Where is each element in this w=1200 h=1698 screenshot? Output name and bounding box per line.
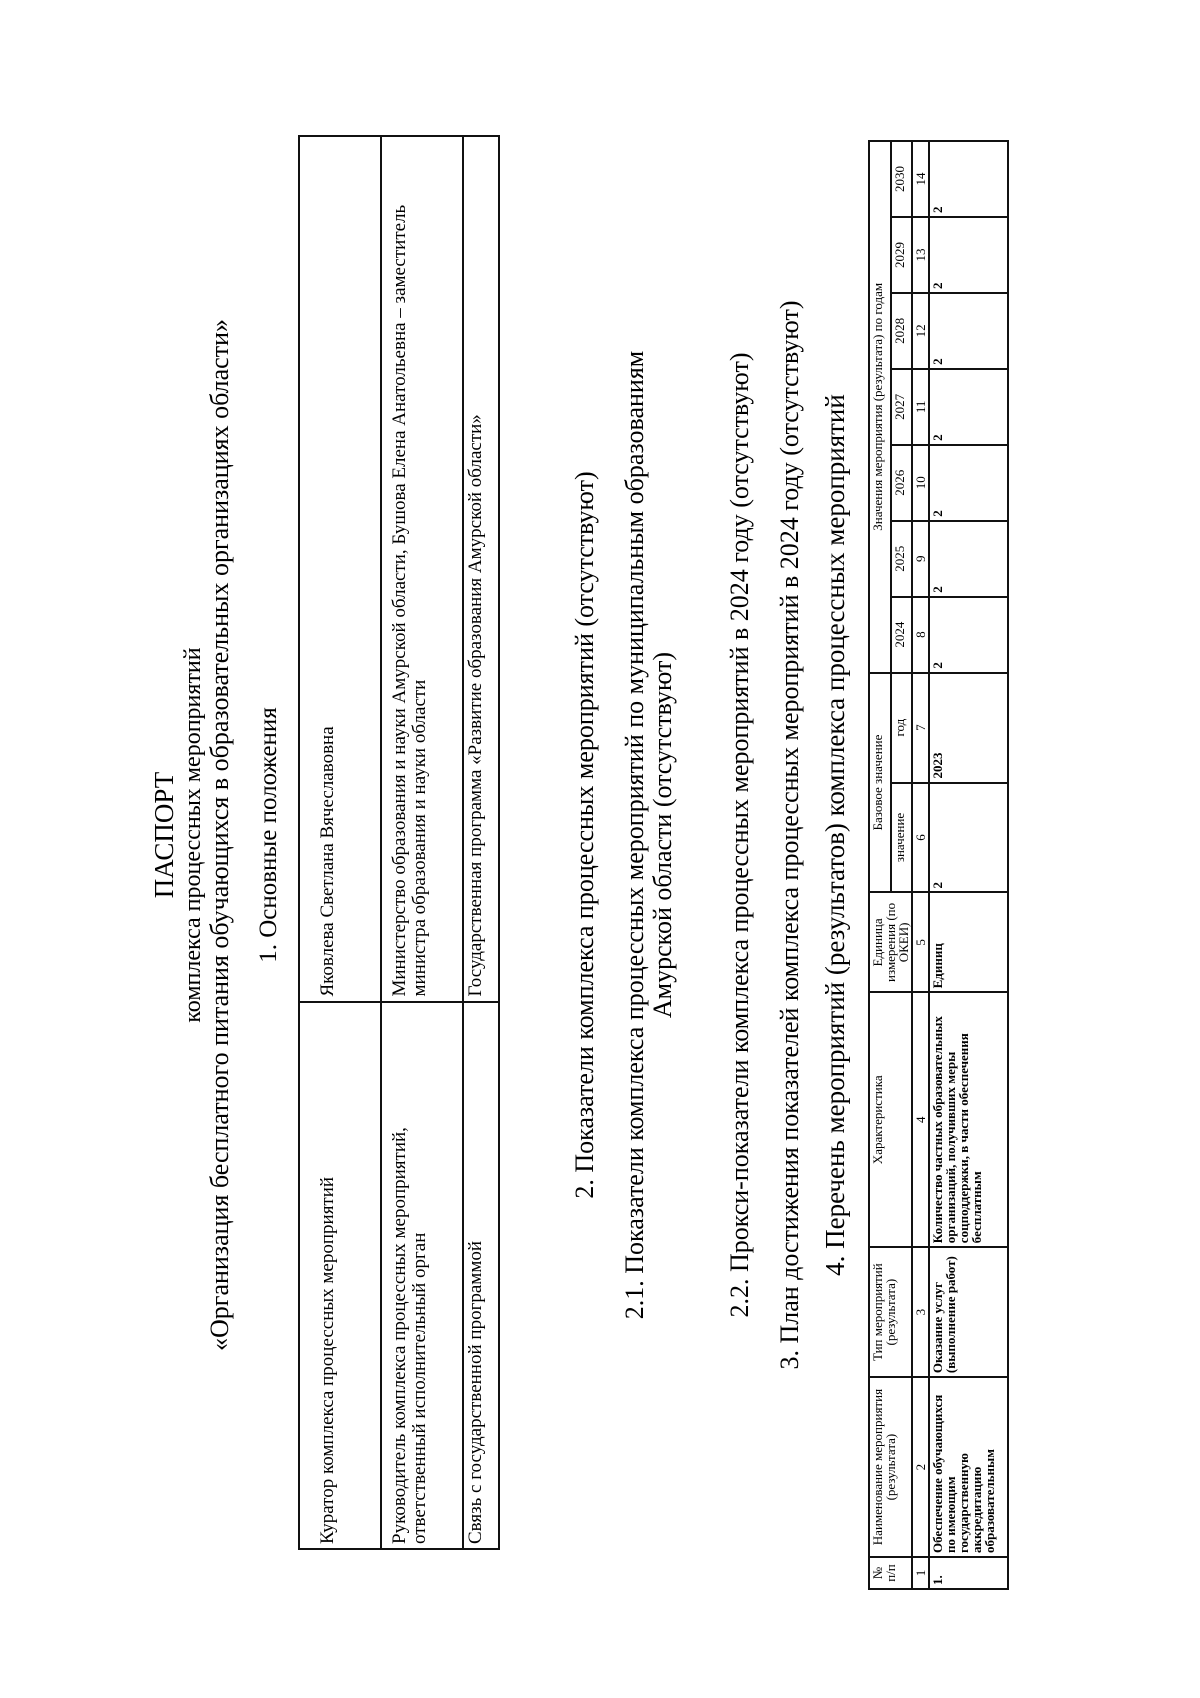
info-key: Куратор комплекса процессных мероприятий [299, 1002, 381, 1549]
row-year-value: 2 [929, 369, 1008, 445]
header-name: Наименование мероприятия (результата) [869, 1377, 912, 1557]
info-key: Связь с государственной программой [463, 1002, 499, 1549]
info-value: Министерство образования и науки Амурской области, Бушова Елена Анатольевна – заместитель министра образования и науки области [381, 136, 463, 1002]
table-row [299, 136, 381, 1549]
column-number: 4 [912, 992, 929, 1247]
column-number: 14 [912, 141, 929, 217]
row-base-year: 2023 [929, 673, 1008, 783]
header-base-year: год [891, 673, 913, 783]
document-subtitle: комплекса процессных мероприятий [180, 647, 206, 1023]
column-number-row [912, 141, 929, 1589]
table-row [381, 136, 463, 1549]
header-year: 2027 [891, 369, 913, 445]
section-1-heading: 1. Основные положения [255, 707, 282, 963]
info-value: Государственная программа «Развитие образования Амурской области» [463, 136, 499, 1002]
header-base-value: значение [891, 783, 913, 893]
column-number: 2 [912, 1377, 929, 1557]
header-year: 2024 [891, 597, 913, 673]
column-number: 9 [912, 521, 929, 597]
header-year: 2030 [891, 141, 913, 217]
section-2-2-heading: 2.2. Прокси-показатели комплекса процессных мероприятий в 2024 году (отсутствуют) [725, 352, 754, 1318]
row-type: Оказание услуг (выполнение работ) [929, 1247, 1008, 1377]
row-year-value: 2 [929, 141, 1008, 217]
column-number: 1 [912, 1557, 929, 1589]
header-unit: Единица измерения (по ОКЕИ) [869, 892, 912, 992]
header-years-group: Значения мероприятия (результата) по годам [869, 141, 891, 673]
header-year: 2028 [891, 293, 913, 369]
row-name: Обеспечение обучающихся по имеющим государственную аккредитацию образовательным [929, 1377, 1008, 1557]
table-row [463, 136, 499, 1549]
row-year-value: 2 [929, 217, 1008, 293]
row-base-value: 2 [929, 783, 1008, 893]
row-year-value: 2 [929, 597, 1008, 673]
info-value: Яковлева Светлана Вячеславовна [299, 136, 381, 1002]
header-year: 2029 [891, 217, 913, 293]
row-year-value: 2 [929, 521, 1008, 597]
header-type: Тип мероприятий (результата) [869, 1247, 912, 1377]
column-number: 5 [912, 892, 929, 992]
header-base: Базовое значение [869, 673, 891, 893]
row-num: 1. [929, 1557, 1008, 1589]
column-number: 8 [912, 597, 929, 673]
column-number: 13 [912, 217, 929, 293]
section-2-1-heading: 2.1. Показатели комплекса процессных мероприятий по муниципальным образованиям [620, 350, 649, 1320]
header-year: 2025 [891, 521, 913, 597]
table-row [929, 141, 1008, 1589]
document-title: ПАСПОРТ [149, 771, 179, 899]
column-number: 7 [912, 673, 929, 783]
header-year: 2026 [891, 445, 913, 521]
info-key: Руководитель комплекса процессных мероприятий, ответственный исполнительный орган [381, 1002, 463, 1549]
row-unit: Единиц [929, 892, 1008, 992]
row-year-value: 2 [929, 445, 1008, 521]
column-number: 10 [912, 445, 929, 521]
column-number: 11 [912, 369, 929, 445]
section-2-1-heading-cont: Амурской области (отсутствуют) [648, 651, 677, 1019]
column-number: 6 [912, 783, 929, 893]
events-table [868, 140, 1009, 1590]
header-num: № п/п [869, 1557, 912, 1589]
basic-info-table [298, 135, 500, 1550]
table-header-row [869, 141, 891, 1589]
column-number: 3 [912, 1247, 929, 1377]
column-number: 12 [912, 293, 929, 369]
section-3-heading: 3. План достижения показателей комплекса процессных мероприятий в 2024 году (отсутствуют) [775, 300, 804, 1370]
header-characteristic: Характеристика [869, 992, 912, 1247]
document-page [149, 110, 1090, 1585]
document-subtitle-name: «Организация бесплатного питания обучающихся в образовательных организациях области» [205, 319, 234, 1351]
section-4-heading: 4. Перечень мероприятий (результатов) комплекса процессных мероприятий [820, 394, 850, 1276]
row-year-value: 2 [929, 293, 1008, 369]
section-2-heading: 2. Показатели комплекса процессных мероприятий (отсутствуют) [570, 471, 599, 1199]
row-characteristic: Количество частных образовательных организаций, получивших меры соцподдержки, в части обеспечения бесплатным [929, 992, 1008, 1247]
